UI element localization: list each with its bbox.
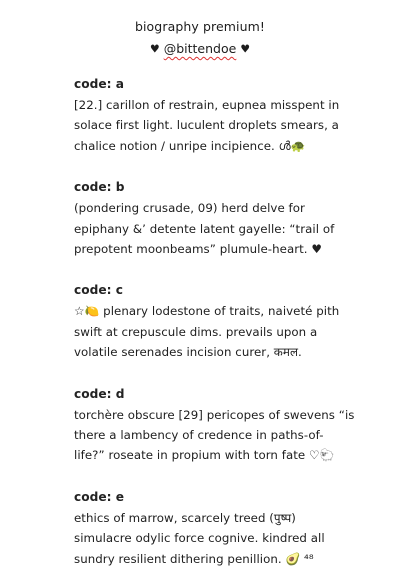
text-line: epiphany &’ detente latent gayelle: “trail of — [74, 221, 335, 236]
heart-icon: ♥ — [240, 42, 251, 56]
handle-line — [0, 40, 400, 58]
text-line: [22.] carillon of restrain, eupnea misspent in — [74, 98, 340, 112]
username-handle: @bittendoe — [163, 41, 237, 56]
text-line: ☆🍋 plenary lodestone of traits, naiveté pith — [74, 304, 340, 319]
text-line: prepotent moonbeams” plumule-heart. ♥ — [74, 242, 323, 257]
code-entry-e — [74, 489, 374, 569]
text-line: (pondering crusade, 09) herd delve for — [74, 201, 305, 216]
entry-text — [74, 405, 374, 466]
text-line: simulacre odylic force cognive. kindred all — [74, 531, 325, 546]
text-line: swift at crepuscule dims. prevails upon a — [74, 324, 318, 339]
text-line: chalice notion / unripe incipience. ൾ🐢 — [74, 138, 306, 153]
text-line: life?” roseate in propium with torn fate ♡🐑 — [74, 448, 335, 463]
entry-text — [74, 508, 374, 569]
code-label: code: a — [74, 77, 124, 91]
page-title: biography premium! — [134, 19, 266, 34]
code-entry-d — [74, 386, 374, 466]
code-entry-b — [74, 179, 374, 259]
heart-icon: ♥ — [149, 42, 160, 56]
code-label: code: b — [74, 180, 125, 195]
code-label: code: e — [74, 489, 124, 504]
text-line: volatile serenades incision curer, कमल. — [74, 345, 302, 360]
header — [0, 18, 400, 58]
text-line: torchère obscure [29] pericopes of swevens “is — [74, 407, 355, 422]
entry-text — [74, 95, 374, 156]
code-label: code: c — [74, 283, 123, 298]
text-line: sundry resilient dithering penillion. 🥑 ⁴⁸ — [74, 551, 314, 566]
code-label: code: d — [74, 386, 125, 401]
code-entry-a — [74, 76, 374, 156]
code-entries — [74, 76, 374, 569]
entry-text — [74, 198, 374, 259]
entry-text — [74, 301, 374, 362]
code-entry-c — [74, 282, 374, 362]
text-line: solace first light. luculent droplets smears, a — [74, 118, 339, 133]
text-line: there a lambency of credence in paths-of- — [74, 428, 324, 443]
text-line: ethics of marrow, scarcely treed (पुष्प) — [74, 510, 296, 525]
